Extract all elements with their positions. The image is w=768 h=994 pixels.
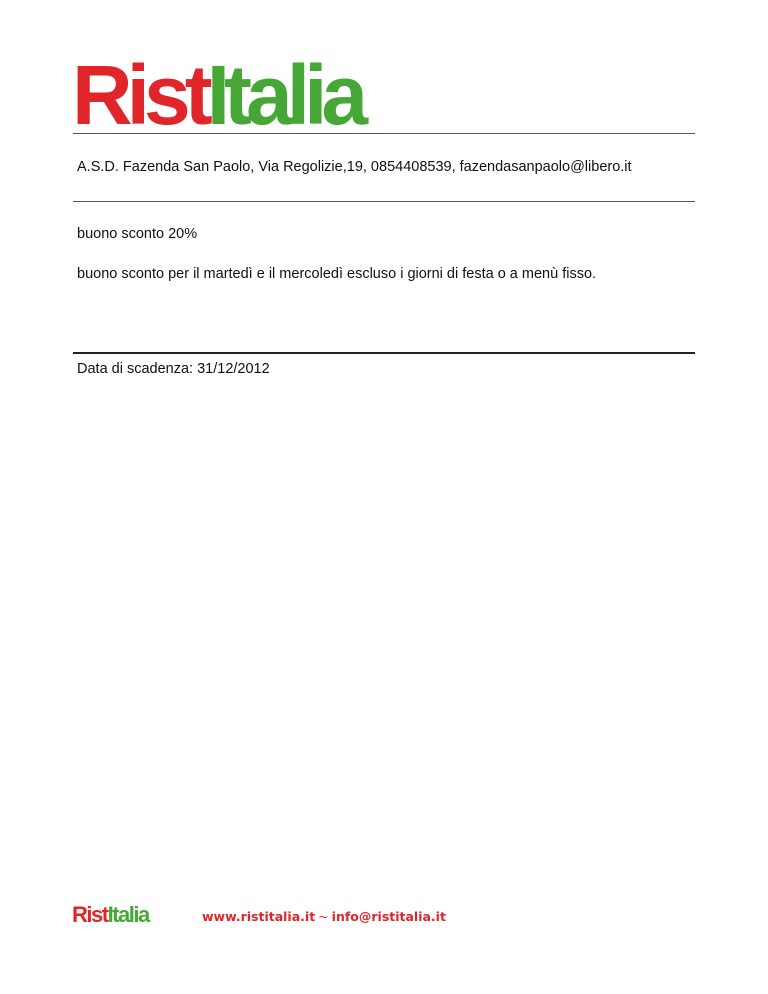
- footer-separator: ~: [318, 909, 329, 924]
- footer-links: [202, 909, 446, 924]
- footer-logo-red-part: Rist: [72, 902, 108, 927]
- footer-email-link[interactable]: info@ristitalia.it: [331, 909, 446, 924]
- logo-red-part: Rist: [72, 48, 207, 142]
- divider-top: [73, 133, 695, 134]
- contact-line: A.S.D. Fazenda San Paolo, Via Regolizie,19, 0854408539, fazendasanpaolo@libero.it: [77, 159, 632, 175]
- ristitalia-logo: [72, 48, 363, 142]
- offer-title: buono sconto 20%: [77, 226, 198, 242]
- footer-logo: [72, 902, 149, 928]
- footer-logo-green-part: Italia: [107, 902, 149, 927]
- expiry-date: Data di scadenza: 31/12/2012: [77, 361, 270, 377]
- offer-description: buono sconto per il martedì e il mercoledì escluso i giorni di festa o a menù fisso.: [77, 266, 597, 282]
- divider-bottom: [73, 352, 695, 354]
- logo-green-part: Italia: [206, 48, 363, 142]
- divider-middle: [73, 201, 695, 202]
- footer-website-link[interactable]: www.ristitalia.it: [202, 909, 316, 924]
